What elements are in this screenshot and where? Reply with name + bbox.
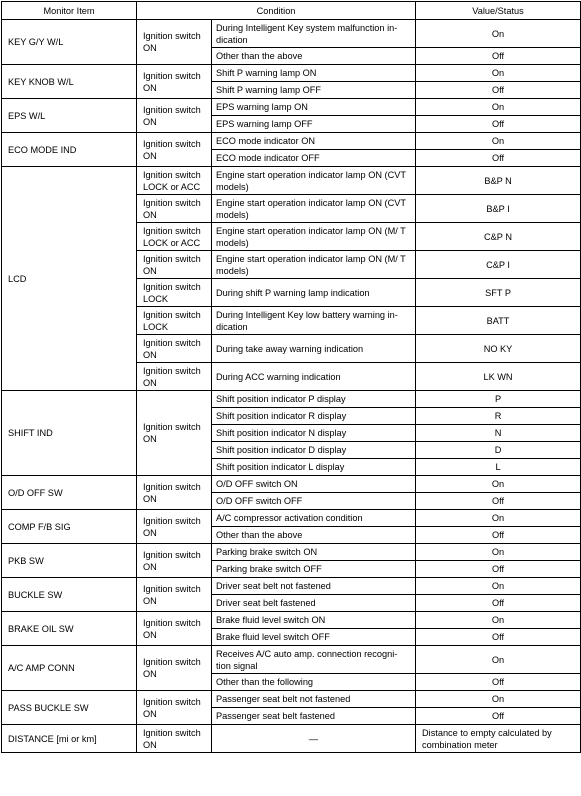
condition-cell: Passenger seat belt fastened <box>212 708 416 725</box>
switch-cell: Ignition switch ON <box>137 510 212 544</box>
monitor-item-cell: LCD <box>2 167 137 391</box>
condition-cell: During shift P warning lamp indication <box>212 279 416 307</box>
condition-cell: Shift position indicator R display <box>212 408 416 425</box>
value-cell: Off <box>416 595 581 612</box>
switch-cell: Ignition switch ON <box>137 335 212 363</box>
value-cell: Off <box>416 150 581 167</box>
condition-cell: Engine start operation indicator lamp ON (M/ T models) <box>212 223 416 251</box>
switch-cell: Ignition switch LOCK or ACC <box>137 167 212 195</box>
value-cell: R <box>416 408 581 425</box>
monitor-item-cell: ECO MODE IND <box>2 133 137 167</box>
value-cell: C&P I <box>416 251 581 279</box>
monitor-item-cell: DISTANCE [mi or km] <box>2 725 137 753</box>
condition-cell: Shift P warning lamp ON <box>212 65 416 82</box>
switch-cell: Ignition switch ON <box>137 646 212 691</box>
value-cell: C&P N <box>416 223 581 251</box>
condition-cell: Passenger seat belt not fastened <box>212 691 416 708</box>
condition-cell: O/D OFF switch ON <box>212 476 416 493</box>
switch-cell: Ignition switch ON <box>137 251 212 279</box>
table-row <box>2 391 581 408</box>
value-cell: Off <box>416 116 581 133</box>
table-row <box>2 99 581 116</box>
condition-cell: A/C compressor activation condition <box>212 510 416 527</box>
value-cell: D <box>416 442 581 459</box>
monitor-item-cell: KEY G/Y W/L <box>2 20 137 65</box>
condition-cell: During take away warning indication <box>212 335 416 363</box>
switch-cell: Ignition switch ON <box>137 476 212 510</box>
switch-cell: Ignition switch LOCK <box>137 307 212 335</box>
condition-cell: EPS warning lamp ON <box>212 99 416 116</box>
value-cell: Off <box>416 708 581 725</box>
condition-cell: Shift position indicator D display <box>212 442 416 459</box>
value-cell: Off <box>416 527 581 544</box>
table-row <box>2 20 581 48</box>
monitor-item-cell: KEY KNOB W/L <box>2 65 137 99</box>
value-cell: On <box>416 612 581 629</box>
condition-cell: Receives A/C auto amp. connection recogni-tion signal <box>212 646 416 674</box>
header-value-status: Value/Status <box>416 2 581 20</box>
switch-cell: Ignition switch LOCK or ACC <box>137 223 212 251</box>
table-row <box>2 510 581 527</box>
value-cell: Off <box>416 82 581 99</box>
value-cell: Off <box>416 561 581 578</box>
condition-cell: Engine start operation indicator lamp ON (M/ T models) <box>212 251 416 279</box>
table-row <box>2 65 581 82</box>
table-row <box>2 578 581 595</box>
value-cell: On <box>416 691 581 708</box>
switch-cell: Ignition switch ON <box>137 391 212 476</box>
condition-cell: Engine start operation indicator lamp ON (CVT models) <box>212 167 416 195</box>
condition-cell: Other than the above <box>212 48 416 65</box>
condition-cell: During Intelligent Key system malfunction in-dication <box>212 20 416 48</box>
value-cell: Distance to empty calculated by combination meter <box>416 725 581 753</box>
condition-cell: Parking brake switch OFF <box>212 561 416 578</box>
table-row <box>2 133 581 150</box>
condition-cell: Brake fluid level switch ON <box>212 612 416 629</box>
monitor-item-cell: BRAKE OIL SW <box>2 612 137 646</box>
switch-cell: Ignition switch ON <box>137 691 212 725</box>
condition-cell: Driver seat belt not fastened <box>212 578 416 595</box>
condition-cell: Shift position indicator L display <box>212 459 416 476</box>
table-row <box>2 167 581 195</box>
value-cell: On <box>416 99 581 116</box>
value-cell: Off <box>416 674 581 691</box>
value-cell: On <box>416 578 581 595</box>
value-cell: On <box>416 65 581 82</box>
condition-cell: Other than the following <box>212 674 416 691</box>
switch-cell: Ignition switch LOCK <box>137 279 212 307</box>
condition-cell: EPS warning lamp OFF <box>212 116 416 133</box>
value-cell: SFT P <box>416 279 581 307</box>
switch-cell: Ignition switch ON <box>137 578 212 612</box>
condition-cell: Engine start operation indicator lamp ON (CVT models) <box>212 195 416 223</box>
switch-cell: Ignition switch ON <box>137 99 212 133</box>
condition-cell: During ACC warning indication <box>212 363 416 391</box>
switch-cell: Ignition switch ON <box>137 363 212 391</box>
value-cell: N <box>416 425 581 442</box>
switch-cell: Ignition switch ON <box>137 612 212 646</box>
condition-cell: Driver seat belt fastened <box>212 595 416 612</box>
value-cell: On <box>416 476 581 493</box>
value-cell: On <box>416 20 581 48</box>
monitor-item-cell: PASS BUCKLE SW <box>2 691 137 725</box>
table-row <box>2 612 581 629</box>
monitor-item-table <box>1 1 581 753</box>
switch-cell: Ignition switch ON <box>137 544 212 578</box>
switch-cell: Ignition switch ON <box>137 65 212 99</box>
monitor-item-cell: PKB SW <box>2 544 137 578</box>
condition-cell: ECO mode indicator OFF <box>212 150 416 167</box>
value-cell: Off <box>416 48 581 65</box>
value-cell: L <box>416 459 581 476</box>
condition-cell: Parking brake switch ON <box>212 544 416 561</box>
monitor-item-cell: A/C AMP CONN <box>2 646 137 691</box>
value-cell: On <box>416 646 581 674</box>
table-row <box>2 646 581 674</box>
value-cell: NO KY <box>416 335 581 363</box>
table-row <box>2 476 581 493</box>
monitor-item-cell: EPS W/L <box>2 99 137 133</box>
table-row <box>2 544 581 561</box>
monitor-item-cell: COMP F/B SIG <box>2 510 137 544</box>
switch-cell: Ignition switch ON <box>137 725 212 753</box>
value-cell: On <box>416 510 581 527</box>
value-cell: Off <box>416 629 581 646</box>
value-cell: BATT <box>416 307 581 335</box>
switch-cell: Ignition switch ON <box>137 195 212 223</box>
header-condition: Condition <box>137 2 416 20</box>
condition-cell: ECO mode indicator ON <box>212 133 416 150</box>
condition-cell: Brake fluid level switch OFF <box>212 629 416 646</box>
table-row <box>2 691 581 708</box>
value-cell: B&P N <box>416 167 581 195</box>
monitor-item-cell: SHIFT IND <box>2 391 137 476</box>
monitor-item-cell: O/D OFF SW <box>2 476 137 510</box>
value-cell: On <box>416 133 581 150</box>
monitor-item-cell: BUCKLE SW <box>2 578 137 612</box>
value-cell: Off <box>416 493 581 510</box>
condition-cell: During Intelligent Key low battery warning in-dication <box>212 307 416 335</box>
value-cell: On <box>416 544 581 561</box>
table-row <box>2 725 581 753</box>
condition-cell: Other than the above <box>212 527 416 544</box>
switch-cell: Ignition switch ON <box>137 133 212 167</box>
header-monitor-item: Monitor Item <box>2 2 137 20</box>
value-cell: LK WN <box>416 363 581 391</box>
condition-cell: Shift position indicator P display <box>212 391 416 408</box>
table-header-row <box>2 2 581 20</box>
switch-cell: Ignition switch ON <box>137 20 212 65</box>
value-cell: B&P I <box>416 195 581 223</box>
condition-cell: — <box>212 725 416 753</box>
condition-cell: Shift position indicator N display <box>212 425 416 442</box>
value-cell: P <box>416 391 581 408</box>
condition-cell: Shift P warning lamp OFF <box>212 82 416 99</box>
condition-cell: O/D OFF switch OFF <box>212 493 416 510</box>
